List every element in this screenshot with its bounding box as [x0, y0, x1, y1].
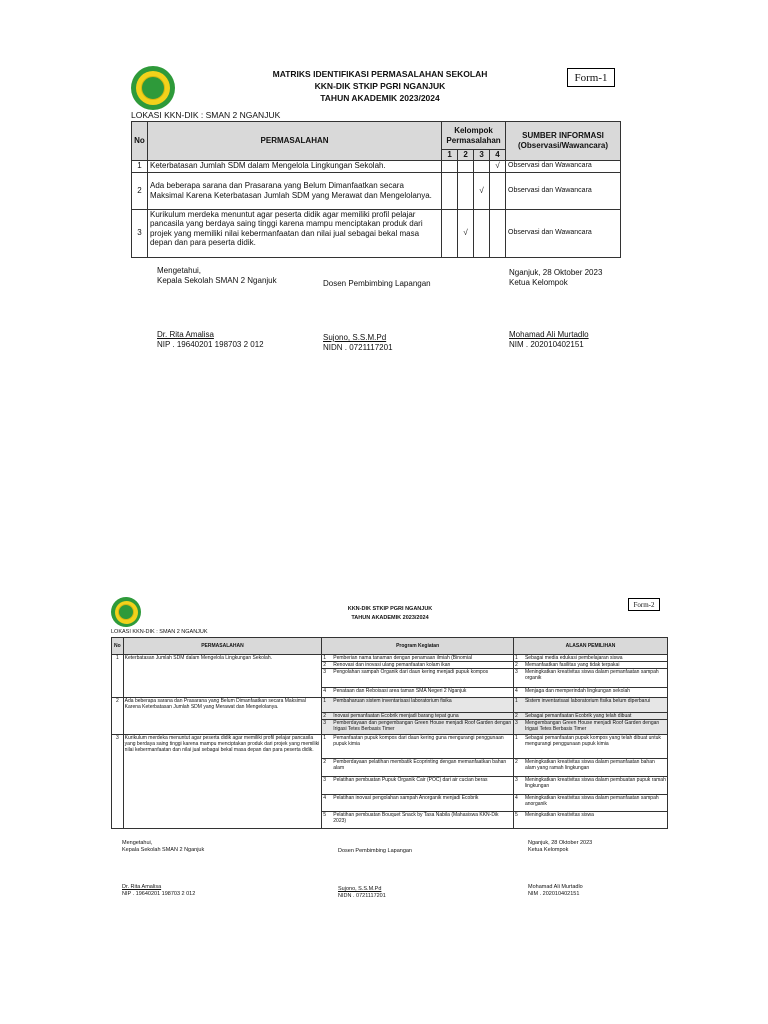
- program-cell: [322, 662, 514, 669]
- form1-title-line-3: TAHUN AKADEMIK 2023/2024: [320, 93, 440, 103]
- table-row: [132, 160, 621, 172]
- row-group-2: √: [458, 209, 474, 257]
- form2-sign-right: [528, 840, 592, 853]
- form1-sign-mid-name: [323, 333, 393, 353]
- reason-cell: [513, 777, 667, 795]
- group-no: 1: [112, 655, 124, 698]
- form1-label: Form-1: [567, 68, 615, 87]
- program-cell: [322, 698, 514, 713]
- header-group-2: 2: [458, 150, 474, 161]
- row-group-3: [474, 209, 490, 257]
- program-no: 3: [323, 720, 327, 726]
- form1-title-line-2: KKN-DIK STKIP PGRI NGANJUK: [314, 81, 446, 91]
- form2-title-line-2: TAHUN AKADEMIK 2023/2024: [351, 615, 429, 621]
- row-source: Observasi dan Wawancara: [506, 209, 621, 257]
- program-cell: [322, 713, 514, 720]
- reason-no: 1: [514, 735, 518, 741]
- header-group-4: 4: [490, 150, 506, 161]
- program-cell: [322, 669, 514, 688]
- principal-nip: NIP . 19640201 198703 2 012: [157, 340, 264, 349]
- header-problem: PERMASALAHAN: [123, 638, 322, 655]
- form1-sign-right: [509, 268, 602, 288]
- reason-cell: [513, 669, 667, 688]
- program-text: Renovasi dan inovasi ulang pemanfaatan kolam ikan: [333, 662, 451, 668]
- reason-cell: [513, 720, 667, 735]
- program-text: Pemberdayaan dan pengembangan Green House menjadi Roof Garden dengan Irigasi Tetes Berbasis Timer: [333, 720, 512, 732]
- program-text: Pelatihan pembuatan Pupuk Organik Cair (POC) dari air cucian beras: [333, 777, 488, 783]
- reason-cell: [513, 735, 667, 759]
- program-text: Inovasi pemanfaatan Ecobrik menjadi barang tepat guna: [333, 713, 459, 719]
- sign-acknowledged: Mengetahui,: [122, 840, 153, 846]
- reason-cell: [513, 812, 667, 829]
- reason-text: Meningkatkan kreativitas siswa dalam pemanfaatan sampah organik: [524, 669, 659, 681]
- row-group-2: [458, 160, 474, 172]
- reason-text: Menjaga dan memperindah lingkungan sekolah: [524, 688, 631, 694]
- reason-no: 2: [514, 713, 518, 719]
- reason-no: 2: [514, 662, 518, 668]
- header-reason: ALASAN PEMILIHAN: [513, 638, 667, 655]
- row-group-4: √: [490, 160, 506, 172]
- principal-name: Dr. Rita Amalisa: [122, 884, 162, 890]
- program-cell: [322, 655, 514, 662]
- reason-cell: [513, 698, 667, 713]
- row-source: Observasi dan Wawancara: [506, 160, 621, 172]
- program-cell: [322, 735, 514, 759]
- row-no: 1: [132, 160, 148, 172]
- reason-no: 3: [514, 720, 518, 726]
- sign-principal-title: Kepala Sekolah SMAN 2 Nganjuk: [122, 846, 205, 853]
- group-no: 2: [112, 698, 124, 735]
- program-cell: [322, 795, 514, 812]
- program-no: 5: [323, 812, 327, 818]
- reason-no: 1: [514, 698, 518, 704]
- row-problem: Keterbatasan Jumlah SDM dalam Mengelola Lingkungan Sekolah.: [147, 160, 441, 172]
- program-no: 2: [323, 713, 327, 719]
- group-problem: Kurikulum merdeka menuntut agar peserta didik agar memiliki profil pelajar pancasila yang berdaya saing tinggi karena mampu menciptakan produk dari projek yang memiliki nilai kebermanfaatan dan nilai jual sebagai bekal masa depan dan para peserta didik.: [123, 735, 322, 829]
- header-program: Program Kegiatan: [322, 638, 514, 655]
- sign-acknowledged: Mengetahui,: [157, 266, 202, 275]
- program-text: Pengolahan sampah Organik dari daun kering menjadi pupuk kompos: [333, 669, 489, 675]
- form2-sign-mid-name: [338, 886, 386, 899]
- reason-cell: [513, 662, 667, 669]
- school-logo: [111, 597, 141, 627]
- reason-no: 5: [514, 812, 518, 818]
- form2-sign-left-name: [122, 884, 195, 897]
- program-no: 3: [323, 669, 327, 675]
- reason-cell: [513, 795, 667, 812]
- reason-text: Sebagai pemanfaatan pupuk kompos yang telah dibuat untuk mengurangi penggunaan pupuk kimia: [524, 735, 661, 747]
- table-row: [112, 698, 668, 713]
- header-problem: PERMASALAHAN: [147, 122, 441, 161]
- row-group-1: [442, 172, 458, 209]
- row-group-3: [474, 160, 490, 172]
- program-no: 2: [323, 662, 327, 668]
- reason-no: 4: [514, 688, 518, 694]
- reason-no: 2: [514, 759, 518, 765]
- program-text: Pelatihan inovasi pengolahan sampah Anorganik menjadi Ecobrik: [333, 795, 479, 801]
- form1-table: [131, 121, 621, 258]
- row-problem: Kurikulum merdeka menuntut agar peserta didik agar memiliki profil pelajar pancasila yang berdaya saing tinggi karena mampu menciptakan produk dari projek yang memiliki nilai kebermanfaatan dan nilai jual sebagai bekal masa depan dan para peserta didik.: [147, 209, 441, 257]
- supervisor-name: Sujono, S.S.M.Pd: [338, 886, 382, 892]
- row-group-3: √: [474, 172, 490, 209]
- supervisor-nidn: NIDN . 0721117201: [338, 892, 386, 899]
- reason-cell: [513, 759, 667, 777]
- program-text: Pemanfaatan pupuk kompos dari daun kering guna mengurangi penggunaan pupuk kimia: [333, 735, 504, 747]
- table-row: [132, 209, 621, 257]
- principal-name: Dr. Rita Amalisa: [157, 330, 214, 339]
- reason-text: Sebagai media edukasi pembelajaran siswa: [524, 655, 623, 661]
- header-group: Kelompok Permasalahan: [442, 122, 506, 150]
- school-logo: [131, 66, 175, 110]
- form2-title-line-1: KKN-DIK STKIP PGRI NGANJUK: [347, 606, 433, 612]
- sign-supervisor-title: Dosen Pembimbing Lapangan: [323, 279, 431, 288]
- sign-principal-title: Kepala Sekolah SMAN 2 Nganjuk: [157, 276, 277, 285]
- program-no: 4: [323, 795, 327, 801]
- program-text: Pemberdayaan pelatihan membatik Ecoprinting dengan memanfaatkan bahan alam: [333, 759, 507, 771]
- program-no: 3: [323, 777, 327, 783]
- form2-table: [111, 637, 668, 829]
- form2-sign-right-name: [528, 884, 583, 897]
- program-no: 4: [323, 688, 327, 694]
- reason-text: Meningkatkan kreativitas siswa dalam pemanfaatan bahan alam yang ramah lingkungan: [524, 759, 655, 771]
- row-group-4: [490, 172, 506, 209]
- principal-nip: NIP . 19640201 198703 2 012: [122, 890, 196, 897]
- header-no: No: [132, 122, 148, 161]
- sign-leader-title: Ketua Kelompok: [509, 278, 568, 287]
- form1-title: [250, 68, 510, 104]
- sign-date: Nganjuk, 28 Oktober 2023: [509, 268, 603, 277]
- header-no: No: [112, 638, 124, 655]
- group-problem: Ada beberapa sarana dan Prasarana yang Belum Dimanfaatkan secara Maksimal Karena Keterbatasan Jumlah SDM yang Merawat dan Mengelolanya.: [123, 698, 322, 735]
- program-cell: [322, 777, 514, 795]
- form1-sign-left: [157, 266, 277, 286]
- program-text: Pemberian nama tanaman dengan penamaan ilmiah (Binomial: [333, 655, 472, 661]
- table-row: [132, 172, 621, 209]
- program-no: 1: [323, 655, 327, 661]
- table-row: [112, 655, 668, 662]
- row-problem: Ada beberapa sarana dan Prasarana yang Belum Dimanfaatkan secara Maksimal Karena Keterbatasan Jumlah SDM yang Merawat dan Mengelolanya.: [147, 172, 441, 209]
- sign-date: Nganjuk, 28 Oktober 2023: [528, 840, 593, 846]
- program-cell: [322, 812, 514, 829]
- row-group-1: [442, 209, 458, 257]
- sign-leader-title: Ketua Kelompok: [528, 846, 569, 853]
- reason-no: 3: [514, 669, 518, 675]
- reason-cell: [513, 688, 667, 698]
- leader-nim: NIM . 202010402151: [509, 340, 584, 349]
- reason-text: Meningkatkan kreativitas siswa: [524, 812, 594, 818]
- reason-no: 1: [514, 655, 518, 661]
- reason-no: 4: [514, 795, 518, 801]
- leader-name: Mohamad Ali Murtadlo: [528, 884, 583, 890]
- reason-text: Memanfaatkan fasilitas yang tidak terpakai: [524, 662, 620, 668]
- form2-location: LOKASI KKN-DIK : SMAN 2 NGANJUK: [111, 629, 208, 635]
- form1-title-line-1: MATRIKS IDENTIFIKASI PERMASALAHAN SEKOLAH: [272, 69, 488, 79]
- reason-no: 3: [514, 777, 518, 783]
- form2-label: Form-2: [628, 598, 660, 611]
- row-group-1: [442, 160, 458, 172]
- reason-cell: [513, 713, 667, 720]
- program-text: Penataan dan Reboisasi area taman SMA Negeri 2 Nganjuk: [333, 688, 467, 694]
- row-source: Observasi dan Wawancara: [506, 172, 621, 209]
- form2-title: [300, 605, 480, 623]
- header-group-3: 3: [474, 150, 490, 161]
- program-no: 2: [323, 759, 327, 765]
- reason-text: Sistem inventarisasi laboratorium fisika belum diperbarui: [524, 698, 651, 704]
- header-group-1: 1: [442, 150, 458, 161]
- form1-location: LOKASI KKN-DIK : SMAN 2 NGANJUK: [131, 110, 281, 120]
- program-text: Pembaharuan sistem inventarisasi laboratorium fisika: [333, 698, 452, 704]
- supervisor-name: Sujono, S.S.M.Pd: [323, 333, 387, 342]
- reason-text: Mengembangan Green House menjadi Roof Garden dengan Irigasi Tetes Berbasis Timer: [524, 720, 660, 732]
- program-cell: [322, 759, 514, 777]
- group-problem: Keterbatasan Jumlah SDM dalam Mengelola Lingkungan Sekolah.: [123, 655, 322, 698]
- supervisor-nidn: NIDN . 0721117201: [323, 343, 393, 352]
- program-no: 1: [323, 698, 327, 704]
- program-cell: [322, 688, 514, 698]
- form1-sign-left-name: [157, 330, 264, 350]
- reason-cell: [513, 655, 667, 662]
- row-group-4: [490, 209, 506, 257]
- form2-sign-left: [122, 840, 204, 853]
- program-cell: [322, 720, 514, 735]
- leader-name: Mohamad Ali Murtadlo: [509, 330, 589, 339]
- reason-text: Meningkatkan kreativitas siswa dalam pemanfaatan sampah anorganik: [524, 795, 659, 807]
- header-source: SUMBER INFORMASI (Observasi/Wawancara): [506, 122, 621, 161]
- program-no: 1: [323, 735, 327, 741]
- reason-text: Sebagai pemanfaatan Ecobrik yang telah dibuat: [524, 713, 632, 719]
- sign-supervisor-title: Dosen Pembimbing Lapangan: [338, 848, 412, 854]
- group-no: 3: [112, 735, 124, 829]
- table-row: [112, 735, 668, 759]
- row-no: 3: [132, 209, 148, 257]
- row-no: 2: [132, 172, 148, 209]
- form1-sign-right-name: [509, 330, 589, 350]
- row-group-2: [458, 172, 474, 209]
- program-text: Pelatihan pembuatan Bouquet Snack by Tasa Nabila (Mahasiswa KKN-Dik 2023): [333, 812, 499, 824]
- leader-nim: NIM . 202010402151: [528, 890, 580, 897]
- reason-text: Meningkatkan kreativitas siswa dalam pembuatan pupuk ramah lingkungan: [524, 777, 666, 789]
